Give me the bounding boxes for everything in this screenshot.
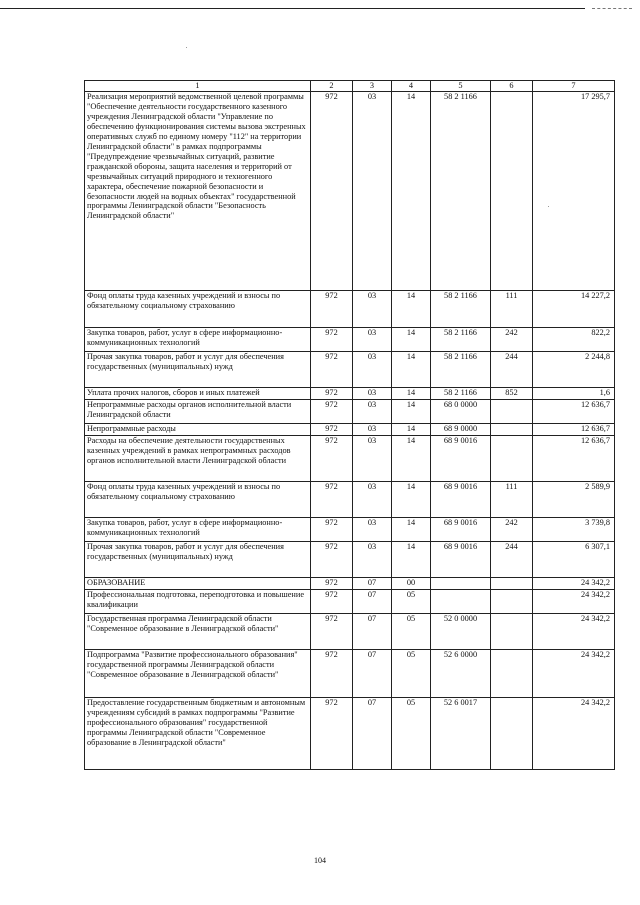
amount: 2 244,8 — [533, 352, 615, 388]
ministry-code: 972 — [311, 400, 353, 424]
target-article-code: 58 2 1166 — [431, 328, 491, 352]
amount: 12 636,7 — [533, 400, 615, 424]
section-code: 07 — [353, 590, 392, 614]
amount: 24 342,2 — [533, 698, 615, 770]
table-row — [85, 542, 615, 578]
table-row — [85, 352, 615, 388]
expense-type-code — [491, 578, 533, 590]
subsection-code: 14 — [392, 328, 431, 352]
subsection-code: 05 — [392, 698, 431, 770]
ministry-code: 972 — [311, 328, 353, 352]
amount: 24 342,2 — [533, 578, 615, 590]
scan-speck — [186, 47, 187, 48]
ministry-code: 972 — [311, 518, 353, 542]
amount: 24 342,2 — [533, 614, 615, 650]
target-article-code: 58 2 1166 — [431, 388, 491, 400]
item-name: Уплата прочих налогов, сборов и иных платежей — [85, 388, 311, 400]
expense-type-code: 242 — [491, 328, 533, 352]
section-code: 03 — [353, 328, 392, 352]
header-cell: 2 — [311, 81, 353, 92]
item-name: Непрограммные расходы — [85, 424, 311, 436]
subsection-code: 14 — [392, 92, 431, 291]
item-name: ОБРАЗОВАНИЕ — [85, 578, 311, 590]
item-name: Расходы на обеспечение деятельности государственных казенных учреждений в рамках непрограммных расходов органов исполнительной власти Ленинградской области — [85, 436, 311, 482]
ministry-code: 972 — [311, 542, 353, 578]
table-row — [85, 291, 615, 328]
item-name: Закупка товаров, работ, услуг в сфере информационно-коммуникационных технологий — [85, 328, 311, 352]
expense-type-code: 244 — [491, 542, 533, 578]
target-article-code: 68 0 0000 — [431, 400, 491, 424]
section-code: 07 — [353, 650, 392, 698]
subsection-code: 05 — [392, 590, 431, 614]
section-code: 07 — [353, 578, 392, 590]
ministry-code: 972 — [311, 650, 353, 698]
section-code: 03 — [353, 482, 392, 518]
amount: 24 342,2 — [533, 650, 615, 698]
subsection-code: 14 — [392, 352, 431, 388]
ministry-code: 972 — [311, 614, 353, 650]
amount: 3 739,8 — [533, 518, 615, 542]
header-cell: 7 — [533, 81, 615, 92]
expense-type-code — [491, 436, 533, 482]
section-code: 07 — [353, 698, 392, 770]
table-row — [85, 388, 615, 400]
subsection-code: 14 — [392, 518, 431, 542]
amount: 6 307,1 — [533, 542, 615, 578]
item-name: Прочая закупка товаров, работ и услуг для обеспечения государственных (муниципальных) нужд — [85, 542, 311, 578]
item-name: Непрограммные расходы органов исполнительной власти Ленинградской области — [85, 400, 311, 424]
section-code: 03 — [353, 388, 392, 400]
table-row — [85, 698, 615, 770]
header-cell: 3 — [353, 81, 392, 92]
expense-type-code — [491, 698, 533, 770]
item-name: Государственная программа Ленинградской области "Современное образование в Ленинградской области" — [85, 614, 311, 650]
ministry-code: 972 — [311, 482, 353, 518]
expense-type-code: 111 — [491, 291, 533, 328]
item-name: Фонд оплаты труда казенных учреждений и взносы по обязательному социальному страхованию — [85, 291, 311, 328]
ministry-code: 972 — [311, 578, 353, 590]
table-row — [85, 578, 615, 590]
ministry-code: 972 — [311, 436, 353, 482]
top-rule-dash — [592, 8, 632, 9]
section-code: 07 — [353, 614, 392, 650]
expense-type-code — [491, 424, 533, 436]
target-article-code: 58 2 1166 — [431, 92, 491, 291]
table-row — [85, 482, 615, 518]
amount: 822,2 — [533, 328, 615, 352]
section-code: 03 — [353, 92, 392, 291]
expense-type-code: 852 — [491, 388, 533, 400]
expense-type-code: 111 — [491, 482, 533, 518]
expense-type-code — [491, 400, 533, 424]
amount: 12 636,7 — [533, 424, 615, 436]
subsection-code: 05 — [392, 650, 431, 698]
section-code: 03 — [353, 400, 392, 424]
table-row — [85, 650, 615, 698]
target-article-code: 68 9 0000 — [431, 424, 491, 436]
target-article-code: 68 9 0016 — [431, 542, 491, 578]
amount: 17 295,7 — [533, 92, 615, 291]
table-row — [85, 436, 615, 482]
expense-type-code — [491, 92, 533, 291]
table-row — [85, 614, 615, 650]
subsection-code: 14 — [392, 291, 431, 328]
item-name: Закупка товаров, работ, услуг в сфере информационно-коммуникационных технологий — [85, 518, 311, 542]
amount: 12 636,7 — [533, 436, 615, 482]
ministry-code: 972 — [311, 388, 353, 400]
table-row — [85, 590, 615, 614]
section-code: 03 — [353, 542, 392, 578]
target-article-code: 68 9 0016 — [431, 518, 491, 542]
subsection-code: 14 — [392, 482, 431, 518]
expense-type-code: 244 — [491, 352, 533, 388]
budget-table — [84, 80, 615, 770]
subsection-code: 14 — [392, 424, 431, 436]
target-article-code: 58 2 1166 — [431, 352, 491, 388]
expense-type-code — [491, 614, 533, 650]
subsection-code: 00 — [392, 578, 431, 590]
header-cell: 5 — [431, 81, 491, 92]
item-name: Профессиональная подготовка, переподготовка и повышение квалификации — [85, 590, 311, 614]
item-name: Предоставление государственным бюджетным и автономным учреждениям субсидий в рамках подпрограммы "Развитие профессионального образования" государственной программы Ленинградской области "Современное образование в Ленинградской области" — [85, 698, 311, 770]
section-code: 03 — [353, 424, 392, 436]
expense-type-code — [491, 650, 533, 698]
subsection-code: 14 — [392, 436, 431, 482]
table-row — [85, 518, 615, 542]
ministry-code: 972 — [311, 92, 353, 291]
ministry-code: 972 — [311, 352, 353, 388]
table-row — [85, 400, 615, 424]
section-code: 03 — [353, 291, 392, 328]
ministry-code: 972 — [311, 698, 353, 770]
header-row — [85, 81, 615, 92]
expense-type-code — [491, 590, 533, 614]
section-code: 03 — [353, 436, 392, 482]
top-rule — [0, 8, 585, 9]
amount: 1,6 — [533, 388, 615, 400]
section-code: 03 — [353, 518, 392, 542]
header-cell: 1 — [85, 81, 311, 92]
item-name: Реализация мероприятий ведомственной целевой программы "Обеспечение деятельности государственного казенного учреждения Ленинградской области "Управление по обеспечению функционирования системы вызова экстренных оперативных служб по единому номеру "112" на территории Ленинградской области" в рамках подпрограммы "Предупреждение чрезвычайных ситуаций, развитие гражданской обороны, защита населения и территорий от чрезвычайных ситуаций природного и техногенного характера, обеспечение пожарной безопасности и безопасности людей на водных объектах" государственной программы Ленинградской области "Безопасность Ленинградской области" — [85, 92, 311, 291]
target-article-code — [431, 590, 491, 614]
subsection-code: 14 — [392, 400, 431, 424]
expense-type-code: 242 — [491, 518, 533, 542]
subsection-code: 05 — [392, 614, 431, 650]
target-article-code: 52 0 0000 — [431, 614, 491, 650]
target-article-code — [431, 578, 491, 590]
target-article-code: 52 6 0017 — [431, 698, 491, 770]
table-row — [85, 328, 615, 352]
amount: 24 342,2 — [533, 590, 615, 614]
target-article-code: 68 9 0016 — [431, 436, 491, 482]
target-article-code: 52 6 0000 — [431, 650, 491, 698]
ministry-code: 972 — [311, 590, 353, 614]
page-number: 104 — [314, 856, 326, 865]
header-cell: 6 — [491, 81, 533, 92]
section-code: 03 — [353, 352, 392, 388]
ministry-code: 972 — [311, 291, 353, 328]
item-name: Подпрограмма "Развитие профессионального образования" государственной программы Ленинградской области "Современное образование в Ленинградской области" — [85, 650, 311, 698]
target-article-code: 68 9 0016 — [431, 482, 491, 518]
ministry-code: 972 — [311, 424, 353, 436]
table-row — [85, 92, 615, 291]
subsection-code: 14 — [392, 542, 431, 578]
target-article-code: 58 2 1166 — [431, 291, 491, 328]
subsection-code: 14 — [392, 388, 431, 400]
amount: 14 227,2 — [533, 291, 615, 328]
header-cell: 4 — [392, 81, 431, 92]
amount: 2 589,9 — [533, 482, 615, 518]
item-name: Фонд оплаты труда казенных учреждений и взносы по обязательному социальному страхованию — [85, 482, 311, 518]
table-row — [85, 424, 615, 436]
item-name: Прочая закупка товаров, работ и услуг для обеспечения государственных (муниципальных) нужд — [85, 352, 311, 388]
